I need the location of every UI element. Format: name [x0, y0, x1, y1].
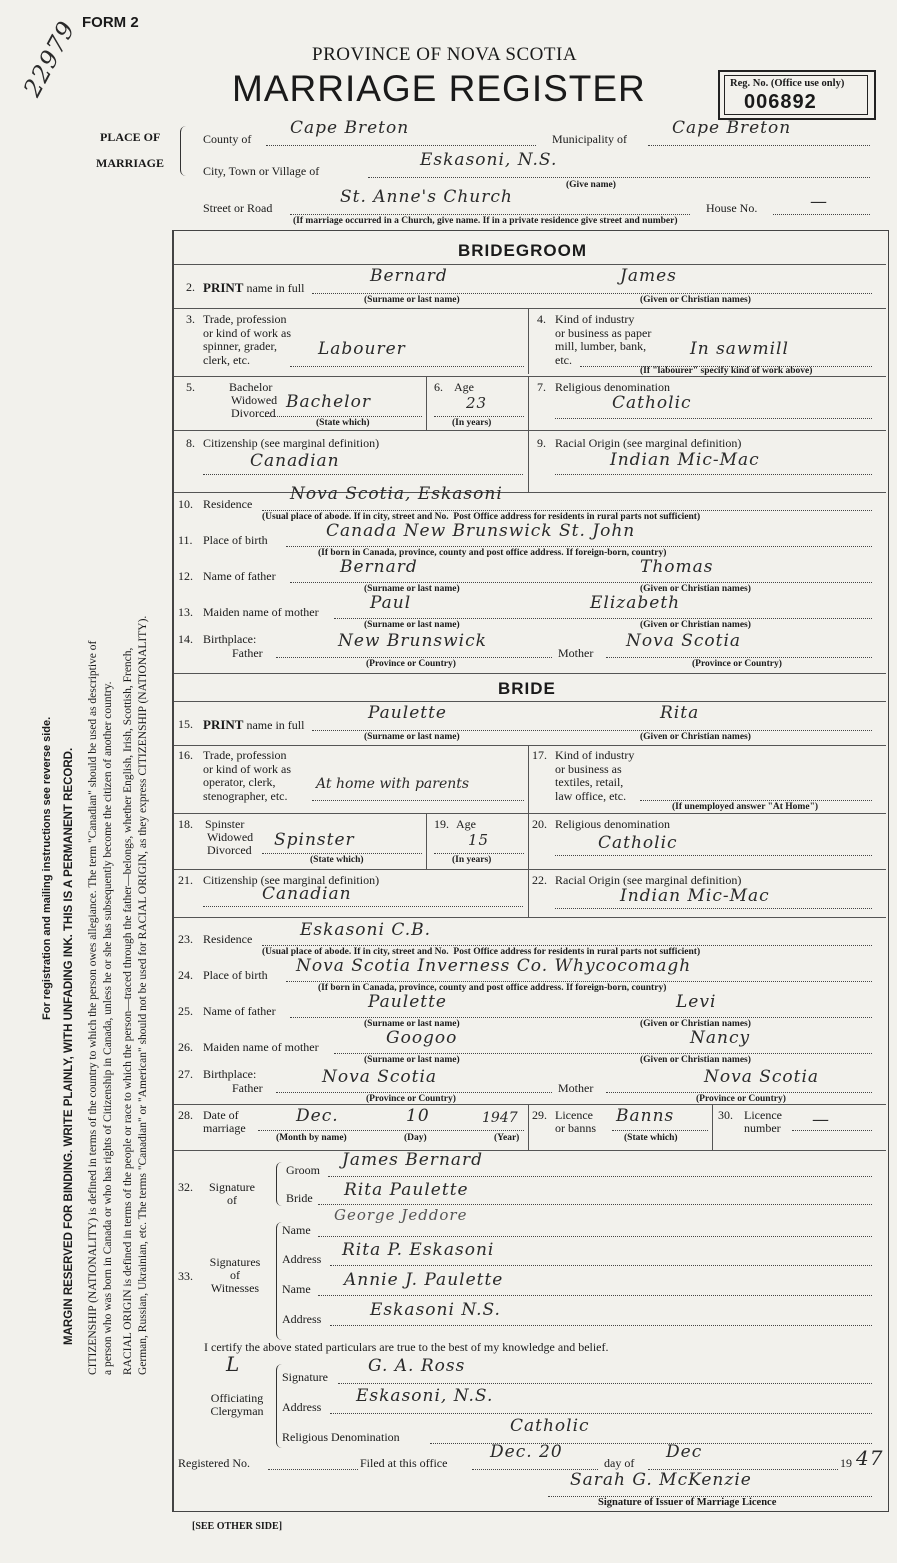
groom-surname: Bernard — [370, 266, 448, 286]
groom-status: Bachelor — [286, 392, 371, 412]
groom-bp-father-label: Father — [232, 646, 263, 660]
filed-year: 47 — [856, 1446, 884, 1470]
groom-racial-label: Racial Origin (see marginal definition) — [555, 436, 742, 450]
bride-mother-surname: Googoo — [386, 1028, 458, 1048]
q8-number: 8. — [186, 436, 195, 450]
marriage-year: 1947 — [482, 1110, 518, 1126]
margin-line-6: German, Russian, Ukrainian, etc. The terms "Canadian" or "American" should not be used for RACIAL ORIGIN, as they express CITIZENSHIP (NATIONALITY). — [136, 615, 149, 1375]
margin-line-4: a person who was born in Canada or who has rights of Citizenship in Canada, unless he or she has subsequently become the citizen of another country. — [101, 681, 114, 1375]
bride-status-label: Spinster Widowed Divorced — [205, 817, 254, 857]
reg-no-box — [718, 70, 876, 120]
bride-sig-label: Bride — [286, 1191, 313, 1205]
q33-number: 33. — [178, 1269, 193, 1283]
place-label-2: MARRIAGE — [96, 156, 164, 170]
street-label: Street or Road — [203, 201, 273, 215]
bride-trade: At home with parents — [316, 776, 470, 792]
groom-age: 23 — [466, 394, 488, 412]
groom-surname-hint: (Surname or last name) — [364, 295, 460, 305]
street-value: St. Anne's Church — [340, 187, 513, 207]
city-label: City, Town or Village of — [203, 164, 320, 178]
bride-father-label: Name of father — [203, 1004, 276, 1018]
groom-bp-mother: Nova Scotia — [626, 631, 742, 651]
q21-number: 21. — [178, 873, 193, 887]
margin-line-3: CITIZENSHIP (NATIONALITY) is defined in terms of the country to which the person owes allegiance. The term "Canadian" should be used as descriptive of — [87, 640, 99, 1375]
form-title: MARRIAGE REGISTER — [232, 68, 646, 109]
groom-status-label: Bachelor Widowed Divorced — [229, 380, 278, 420]
bride-residence: Eskasoni C.B. — [300, 920, 432, 940]
bride-mother-given-hint: (Given or Christian names) — [640, 1055, 751, 1065]
q15-number: 15. — [178, 717, 193, 731]
reg-office-note: (Office use only) — [770, 78, 845, 89]
groom-birthplace-label: Place of birth — [203, 533, 268, 547]
see-other-side: [SEE OTHER SIDE] — [192, 1521, 283, 1532]
q11-number: 11. — [178, 533, 193, 547]
bridegroom-heading: BRIDEGROOM — [458, 241, 587, 260]
q25-number: 25. — [178, 1004, 193, 1018]
bride-bp-father: Nova Scotia — [322, 1067, 438, 1087]
street-note: (If marriage occurred in a Church, give name. If in a private residence give street and number) — [293, 216, 678, 226]
day-of-label: day of — [604, 1456, 635, 1470]
q3-number: 3. — [186, 312, 195, 326]
q12-number: 12. — [178, 569, 193, 583]
bride-mother-surname-hint: (Surname or last name) — [364, 1055, 460, 1065]
groom-racial: Indian Mic-Mac — [610, 450, 760, 470]
margin-line-1: For registration and mailing instructions see reverse side. — [41, 716, 53, 1020]
groom-bp-label: Birthplace: — [203, 632, 257, 646]
bride-bp-mother-label: Mother — [558, 1081, 594, 1095]
issuer-signature: Sarah G. McKenzie — [570, 1470, 752, 1490]
clergy-denomination: Catholic — [510, 1416, 590, 1436]
w1-address: Rita P. Eskasoni — [342, 1240, 495, 1260]
bride-father-given: Levi — [676, 992, 717, 1012]
licence-state-which: (State which) — [624, 1133, 678, 1143]
groom-father-surname: Bernard — [340, 557, 418, 577]
bride-bp-father-hint: (Province or Country) — [366, 1094, 456, 1104]
w2-name-label: Name — [282, 1282, 311, 1296]
q27-number: 27. — [178, 1067, 193, 1081]
groom-birthplace: Canada New Brunswick St. John — [326, 521, 636, 541]
margin-instructions — [40, 640, 55, 1020]
bride-bp-mother-hint: (Province or Country) — [696, 1094, 786, 1104]
groom-mother-label: Maiden name of mother — [203, 605, 319, 619]
bride-father-surname-hint: (Surname or last name) — [364, 1019, 460, 1029]
q10-number: 10. — [178, 497, 193, 511]
bride-name-label: PRINT name in full — [203, 717, 305, 732]
house-value: — — [810, 192, 828, 212]
bride-surname-hint: (Surname or last name) — [364, 732, 460, 742]
margin-line-2: MARGIN RESERVED FOR BINDING. WRITE PLAINLY, WITH UNFADING INK. THIS IS A PERMANENT RECORD. — [63, 747, 75, 1345]
certify-statement: I certify the above stated particulars are true to the best of my knowledge and belief. — [204, 1340, 609, 1354]
form-number: FORM 2 — [82, 14, 139, 31]
bride-birthplace: Nova Scotia Inverness Co. Whycocomagh — [296, 956, 692, 976]
groom-citizenship-label: Citizenship (see marginal definition) — [203, 436, 380, 450]
groom-industry: In sawmill — [690, 339, 789, 359]
groom-bp-father-hint: (Province or Country) — [366, 659, 456, 669]
q28-number: 28. — [178, 1108, 193, 1122]
bride-father-given-hint: (Given or Christian names) — [640, 1019, 751, 1029]
w2-address: Eskasoni N.S. — [370, 1300, 501, 1320]
bride-mother-given: Nancy — [690, 1028, 751, 1048]
clergy-label: Officiating Clergyman — [210, 1391, 264, 1418]
w1-name: George Jeddore — [334, 1206, 468, 1224]
groom-residence-label: Residence — [203, 497, 253, 511]
licence-number-label: Licence number — [744, 1108, 782, 1135]
groom-birthplace-note: (If born in Canada, province, county and post office address. If foreign-born, country) — [318, 548, 667, 558]
q2-number: 2. — [186, 280, 195, 294]
q29-number: 29. — [532, 1108, 547, 1122]
groom-residence-note: (Usual place of abode. If in city, street and No. Post Office address for residents in rural parts not sufficient) — [262, 512, 701, 522]
margin-binding — [62, 748, 77, 1345]
municipality-value: Cape Breton — [672, 118, 792, 138]
q32-number: 32. — [178, 1180, 193, 1194]
filed-year-prefix: 19 — [840, 1456, 852, 1470]
witness-label: Signatures of Witnesses — [209, 1255, 261, 1295]
groom-religion-label: Religious denomination — [555, 380, 670, 394]
bride-given-hint: (Given or Christian names) — [640, 732, 751, 742]
bride-bp-father-label: Father — [232, 1081, 263, 1095]
groom-industry-label: Kind of industry or business as paper mill, lumber, bank, etc. — [555, 312, 652, 367]
q13-number: 13. — [178, 605, 193, 619]
bride-industry-note: (If unemployed answer "At Home") — [672, 802, 819, 812]
groom-bp-mother-hint: (Province or Country) — [692, 659, 782, 669]
q9-number: 9. — [537, 436, 546, 450]
bride-religion: Catholic — [598, 833, 678, 853]
sig-brace — [276, 1162, 285, 1206]
bride-birthplace-label: Place of birth — [203, 968, 268, 982]
w2-name: Annie J. Paulette — [344, 1270, 504, 1290]
groom-given: James — [620, 266, 677, 286]
w2-address-label: Address — [282, 1312, 322, 1326]
groom-in-years: (In years) — [452, 418, 492, 428]
filed-day: Dec. 20 — [490, 1442, 563, 1462]
groom-mother-given-hint: (Given or Christian names) — [640, 620, 751, 630]
groom-religion: Catholic — [612, 393, 692, 413]
file-number: 22979 — [18, 16, 81, 102]
municipality-label: Municipality of — [552, 132, 627, 146]
place-brace — [180, 126, 191, 176]
bride-bp-label: Birthplace: — [203, 1067, 257, 1081]
registered-label: Registered No. — [178, 1456, 250, 1470]
groom-bp-mother-label: Mother — [558, 646, 594, 660]
clergy-signature-label: Signature — [282, 1370, 328, 1384]
bride-bp-mother: Nova Scotia — [704, 1067, 820, 1087]
sig-label: Signature of — [209, 1180, 255, 1207]
bride-trade-label: Trade, profession or kind of work as operator, clerk, stenographer, etc. — [203, 748, 291, 803]
q26-number: 26. — [178, 1040, 193, 1054]
bride-surname: Paulette — [368, 703, 447, 723]
bride-signature: Rita Paulette — [344, 1180, 469, 1200]
groom-signature: James Bernard — [342, 1150, 484, 1170]
bride-heading: BRIDE — [498, 679, 556, 698]
groom-father-given-hint: (Given or Christian names) — [640, 584, 751, 594]
date-label: Date of marriage — [203, 1108, 246, 1135]
groom-given-hint: (Given or Christian names) — [640, 295, 751, 305]
day-hint: (Day) — [404, 1133, 427, 1143]
bride-citizenship-label: Citizenship (see marginal definition) — [203, 873, 380, 887]
bride-citizenship: Canadian — [262, 884, 352, 904]
give-name-hint: (Give name) — [566, 180, 616, 190]
groom-state-which: (State which) — [316, 418, 370, 428]
margin-line-5: RACIAL ORIGIN is defined in terms of the people or race to which the person—traced through the father—belongs, whether English, Irish, Scottish, French, — [122, 647, 134, 1375]
q14-number: 14. — [178, 632, 193, 646]
q4-number: 4. — [537, 312, 546, 326]
bride-in-years: (In years) — [452, 855, 492, 865]
filed-label: Filed at this office — [360, 1456, 448, 1470]
q22-number: 22. — [532, 873, 547, 887]
bride-age-label: Age — [456, 817, 476, 831]
margin-definitions — [86, 616, 150, 1375]
groom-trade: Labourer — [318, 339, 406, 359]
q19-number: 19. — [434, 817, 449, 831]
groom-citizenship: Canadian — [250, 451, 340, 471]
clergy-address: Eskasoni, N.S. — [356, 1386, 494, 1406]
q30-number: 30. — [718, 1108, 733, 1122]
groom-father-surname-hint: (Surname or last name) — [364, 584, 460, 594]
q5-number: 5. — [186, 380, 195, 394]
bride-residence-label: Residence — [203, 932, 253, 946]
year-hint: (Year) — [494, 1133, 520, 1143]
groom-age-label: Age — [454, 380, 474, 394]
clergy-address-label: Address — [282, 1400, 322, 1414]
province-heading: PROVINCE OF NOVA SCOTIA — [312, 44, 578, 65]
county-value: Cape Breton — [290, 118, 410, 138]
q24-number: 24. — [178, 968, 193, 982]
groom-mother-surname: Paul — [370, 593, 412, 613]
bride-industry-label: Kind of industry or business as textiles, retail, law office, etc. — [555, 748, 635, 803]
bride-father-surname: Paulette — [368, 992, 447, 1012]
bride-given: Rita — [660, 703, 700, 723]
w1-name-label: Name — [282, 1223, 311, 1237]
reg-no-value: 006892 — [744, 91, 817, 113]
bride-racial-label: Racial Origin (see marginal definition) — [555, 873, 742, 887]
q7-number: 7. — [537, 380, 546, 394]
groom-mother-surname-hint: (Surname or last name) — [364, 620, 460, 630]
bride-state-which: (State which) — [310, 855, 364, 865]
licence-number-value: — — [812, 1110, 830, 1130]
month-hint: (Month by name) — [276, 1133, 347, 1143]
q6-number: 6. — [434, 380, 443, 394]
bride-age: 15 — [468, 831, 490, 849]
w1-address-label: Address — [282, 1252, 322, 1266]
q18-number: 18. — [178, 817, 193, 831]
house-label: House No. — [706, 201, 758, 215]
groom-bp-father: New Brunswick — [338, 631, 487, 651]
groom-residence: Nova Scotia, Eskasoni — [290, 484, 503, 504]
groom-mother-given: Elizabeth — [590, 593, 681, 613]
county-label: County of — [203, 132, 252, 146]
place-label-1: PLACE OF — [100, 130, 161, 144]
groom-father-label: Name of father — [203, 569, 276, 583]
q23-number: 23. — [178, 932, 193, 946]
marriage-month: Dec. — [296, 1106, 339, 1126]
groom-sig-label: Groom — [286, 1163, 320, 1177]
reg-no-label: Reg. No. — [730, 78, 769, 89]
groom-name-label: PRINT name in full — [203, 280, 305, 295]
filed-month: Dec — [666, 1442, 703, 1462]
q16-number: 16. — [178, 748, 193, 762]
bride-mother-label: Maiden name of mother — [203, 1040, 319, 1054]
groom-father-given: Thomas — [640, 557, 714, 577]
licence-value: Banns — [616, 1106, 675, 1126]
clergy-signature: G. A. Ross — [368, 1356, 466, 1376]
groom-trade-label: Trade, profession or kind of work as spinner, grader, clerk, etc. — [203, 312, 291, 367]
bride-religion-label: Religious denomination — [555, 817, 670, 831]
issuer-label: Signature of Issuer of Marriage Licence — [598, 1497, 777, 1508]
clergy-mark: L — [226, 1352, 241, 1376]
q20-number: 20. — [532, 817, 547, 831]
bride-racial: Indian Mic-Mac — [620, 886, 770, 906]
marriage-day: 10 — [406, 1106, 430, 1126]
bride-residence-note: (Usual place of abode. If in city, street and No. Post Office address for residents in rural parts not sufficient) — [262, 947, 701, 957]
denomination-label: Religious Denomination — [282, 1430, 400, 1444]
licence-label: Licence or banns — [555, 1108, 596, 1135]
bride-birthplace-note: (If born in Canada, province, county and post office address. If foreign-born, country) — [318, 983, 667, 993]
bride-status: Spinster — [274, 830, 355, 850]
groom-industry-note: (If "labourer" specify kind of work above) — [640, 366, 813, 376]
q17-number: 17. — [532, 748, 547, 762]
city-value: Eskasoni, N.S. — [420, 150, 558, 170]
